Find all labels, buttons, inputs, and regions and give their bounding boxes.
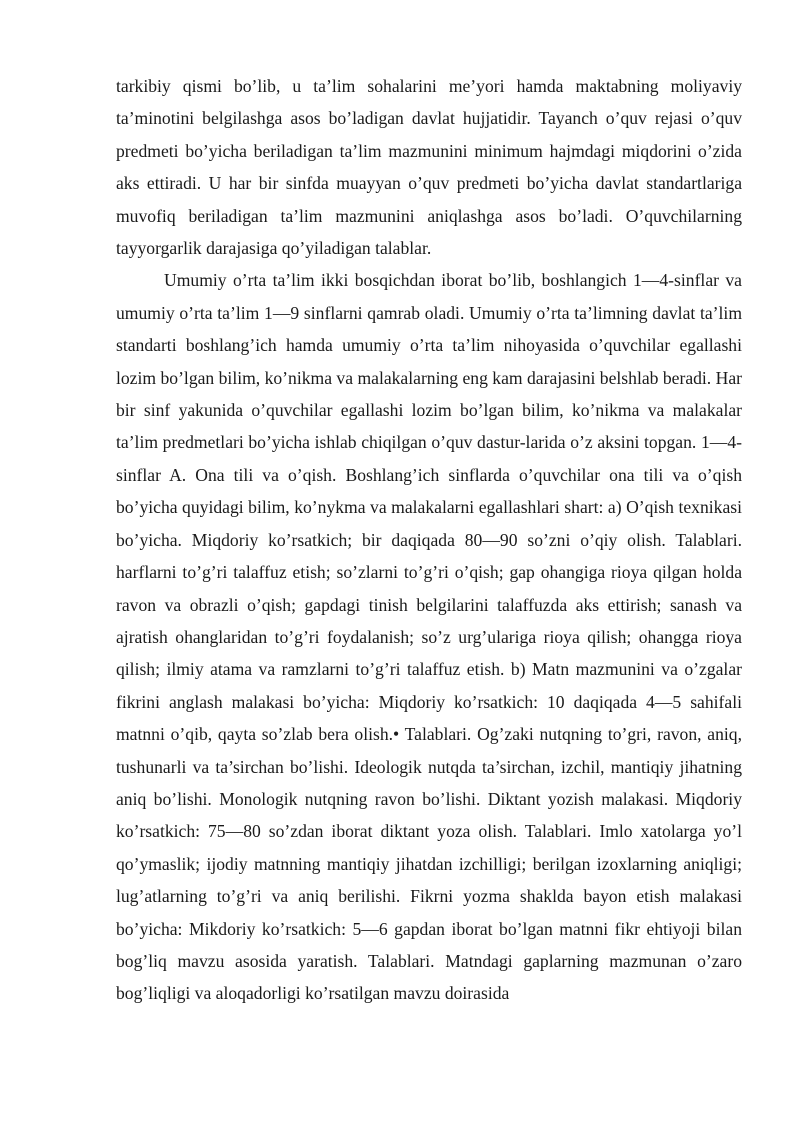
- paragraph-general-education: Umumiy o’rta ta’lim ikki bosqichdan iborat bo’lib, boshlangich 1—4-sinflar va umumiy o’rta ta’lim 1—9 sinflarni qamrab oladi. Umumiy o’rta ta’limning davlat ta’lim standarti boshlang’ich hamda umumiy o’rta ta’lim nihoyasida o’quvchilar egallashi lozim bo’lgan bilim, ko’nikma va malakalarning eng kam darajasini belshlab beradi. Har bir sinf yakunida o’quvchilar egallashi lozim bo’lgan bilim, ko’nikma va malakalar ta’lim predmetlari bo’yicha ishlab chiqilgan o’quv dastur-larida o’z aksini topgan. 1—4-sinflar A. Ona tili va o’qish. Boshlang’ich sinflarda o’quvchilar ona tili va o’qish bo’yicha quyidagi bilim, ko’nykma va malakalarni egallashlari shart: a) O’qish texnikasi bo’yicha. Miqdoriy ko’rsatkich; bir daqiqada 80—90 so’zni o’qiy olish. Talablari. harflarni to’g’ri talaffuz etish; so’zlarni to’g’ri o’qish; gap ohangiga rioya qilgan holda ravon va obrazli o’qish; gapdagi tinish belgilarini talaffuzda aks ettirish; sanash va ajratish ohanglaridan to’g’ri foydalanish; so’z urg’ulariga rioya qilish; ohangga rioya qilish; ilmiy atama va ramzlarni to’g’ri talaffuz etish. b) Matn mazmunini va o’zgalar fikrini anglash malakasi bo’yicha: Miqdoriy ko’rsatkich: 10 daqiqada 4—5 sahifali matnni o’qib, qayta so’zlab bera olish.• Talablari. Og’zaki nutqning to’gri, ravon, aniq, tushunarli va ta’sirchan bo’lishi. Ideologik nutqda ta’sirchan, izchil, mantiqiy jihatning aniq bo’lishi. Monologik nutqning ravon bo’lishi. Diktant yozish malakasi. Miqdoriy ko’rsatkich: 75—80 so’zdan iborat diktant yoza olish. Talablari. Imlo xatolarga yo’l qo’ymaslik; ijodiy matnning mantiqiy jihatdan izchilligi; berilgan izoxlarning aniqligi; lug’atlarning to’g’ri va aniq berilishi. Fikrni yozma shaklda bayon etish malakasi bo’yicha: Mikdoriy ko’rsatkich: 5—6 gapdan iborat bo’lgan matnni fikr ehtiyoji bilan bog’liq mavzu asosida yaratish. Talablari. Matndagi gaplarning mazmunan o’zaro bog’liqligi va aloqadorligi ko’rsatilgan mavzu doirasida: [116, 270, 742, 1004]
- document-body: [116, 70, 742, 1010]
- paragraph-continuation: tarkibiy qismi bo’lib, u ta’lim sohalarini me’yori hamda maktabning moliyaviy ta’minotini belgilashga asos bo’ladigan davlat hujjatidir. Tayanch o’quv rejasi o’quv predmeti bo’yicha beriladigan ta’lim mazmunini minimum hajmdagi miqdorini o’zida aks ettiradi. U har bir sinfda muayyan o’quv predmeti bo’yicha davlat standartlariga muvofiq beriladigan ta’lim mazmunini aniqlashga asos bo’ladi. O’quvchilarning tayyorgarlik darajasiga qo’yiladigan talablar.: [116, 76, 742, 259]
